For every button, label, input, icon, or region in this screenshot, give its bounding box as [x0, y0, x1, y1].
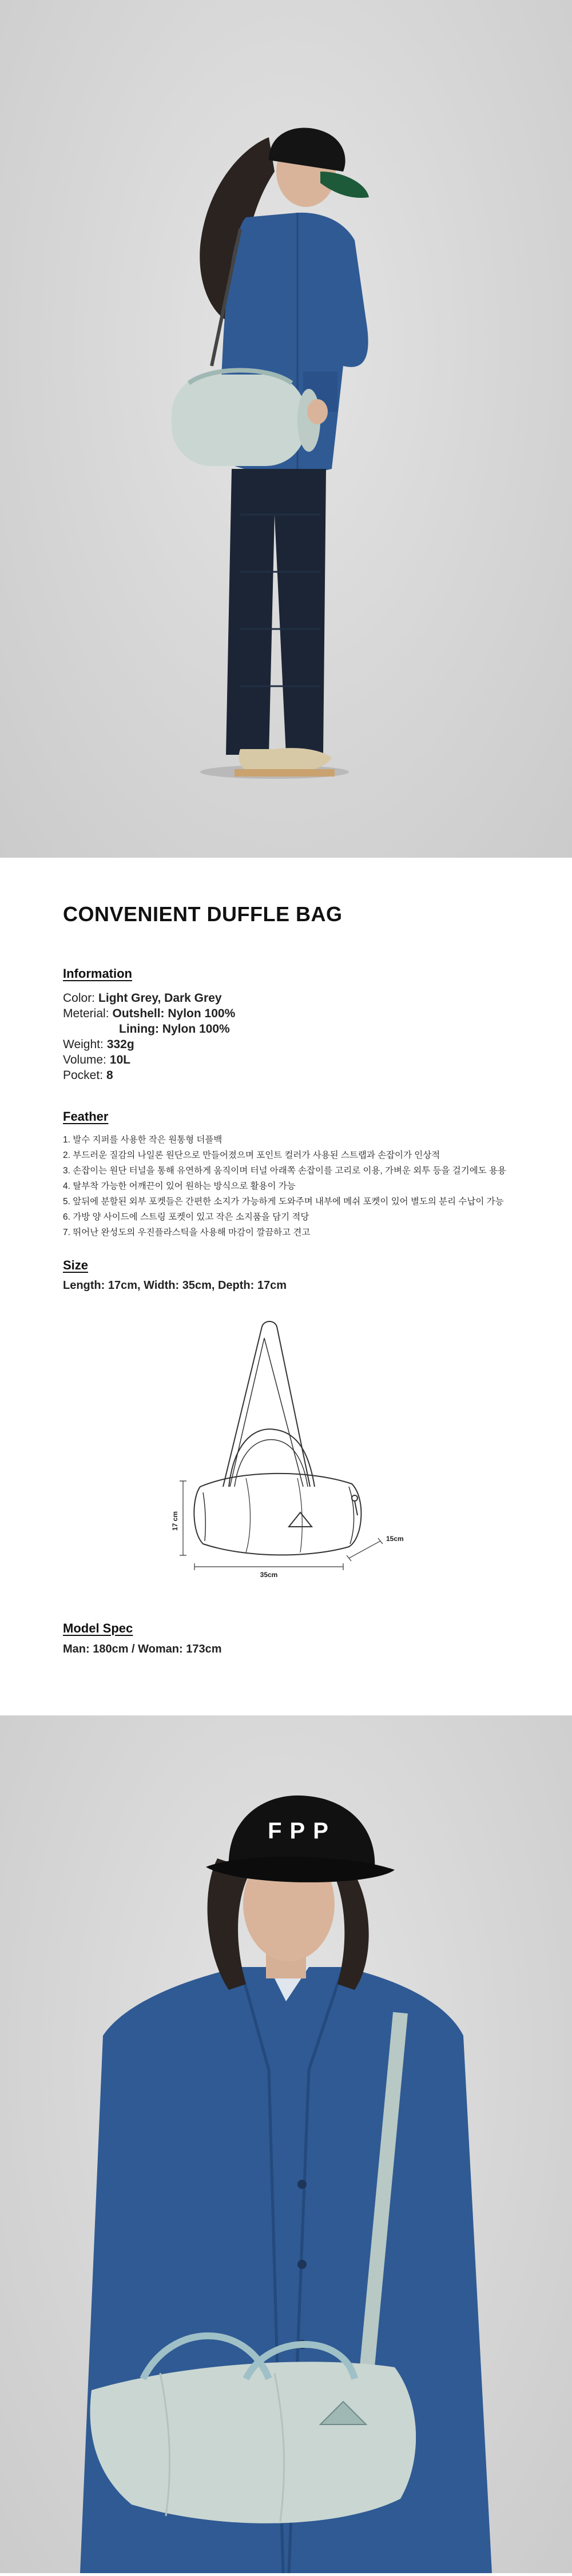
height-dimension-line	[180, 1481, 186, 1555]
model-full-body-photo	[0, 0, 572, 858]
drawing-bag-body	[194, 1474, 361, 1555]
information-heading: Information	[63, 966, 132, 981]
jacket-button	[297, 2180, 307, 2189]
duffle-bag	[90, 2362, 416, 2523]
spec-row-weight: Weight: 332g	[63, 1038, 134, 1051]
width-dimension-label: 35cm	[260, 1571, 278, 1579]
feather-item: 6. 가방 양 사이드에 스트링 포켓이 있고 작은 소지품을 담기 적당	[63, 1212, 309, 1222]
feather-item: 2. 부드러운 질감의 나일론 원단으로 만들어졌으며 포인트 컬러가 사용된 스트랩과 손잡이가 인상적	[63, 1150, 440, 1160]
drawing-toggle	[352, 1495, 357, 1501]
model-spec-text: Man: 180cm / Woman: 173cm	[63, 1643, 222, 1655]
spec-row-lining: Lining: Nylon 100%	[119, 1022, 230, 1036]
depth-dimension-line	[347, 1538, 383, 1561]
trousers	[226, 469, 326, 755]
drawing-string	[355, 1501, 357, 1515]
model-full-body-illustration	[0, 0, 572, 858]
width-dimension-line	[194, 1563, 343, 1570]
shoe-sole	[235, 769, 335, 777]
duffle-bag	[172, 375, 306, 466]
size-dimensions: Length: 17cm, Width: 35cm, Depth: 17cm	[63, 1279, 287, 1292]
drawing-logo	[289, 1512, 312, 1527]
spec-row-volume: Volume: 10L	[63, 1053, 131, 1066]
feather-item: 5. 앞뒤에 분할된 외부 포켓들은 간편한 소지가 가능하게 도와주며 내부에 메쉬 포켓이 있어 별도의 분리 수납이 가능	[63, 1197, 504, 1207]
information-list	[63, 990, 235, 1083]
spec-row-color: Color: Light Grey, Dark Grey	[63, 992, 222, 1005]
feather-item: 4. 탈부착 가능한 어깨끈이 있어 원하는 방식으로 활용이 가능	[63, 1181, 296, 1191]
jacket-button	[297, 2260, 307, 2269]
bag-size-drawing	[160, 1315, 404, 1579]
drawing-bag-pleats	[246, 1478, 302, 1552]
feather-list	[63, 1132, 506, 1240]
size-heading: Size	[63, 1258, 89, 1272]
height-dimension-label: 17 cm	[171, 1511, 179, 1531]
hand	[307, 399, 328, 424]
feather-item: 3. 손잡이는 원단 터널을 통해 유연하게 움직이며 터널 아래쪽 손잡이를 고리로 이용, 가벼운 외투 등을 걸기에도 용용	[63, 1166, 506, 1176]
product-info-section	[0, 858, 572, 1715]
drawing-bag-ends	[203, 1487, 354, 1544]
spec-row-material: Meterial: Outshell: Nylon 100%	[63, 1007, 236, 1020]
model-closeup-illustration	[0, 1715, 572, 2573]
feather-item: 1. 발수 지퍼를 사용한 작은 원통형 더플백	[63, 1135, 223, 1145]
product-title: CONVENIENT DUFFLE BAG	[63, 902, 343, 926]
model-closeup-photo	[0, 1715, 572, 2573]
depth-dimension-label: 15cm	[386, 1535, 404, 1543]
cap-logo: FPP	[268, 1818, 336, 1844]
feather-heading: Feather	[63, 1109, 109, 1124]
model-spec-heading: Model Spec	[63, 1621, 133, 1635]
feather-item: 7. 뛰어난 완성도의 우진플라스틱을 사용해 마감이 깔끔하고 견고	[63, 1228, 311, 1237]
spec-row-pocket: Pocket: 8	[63, 1069, 113, 1082]
